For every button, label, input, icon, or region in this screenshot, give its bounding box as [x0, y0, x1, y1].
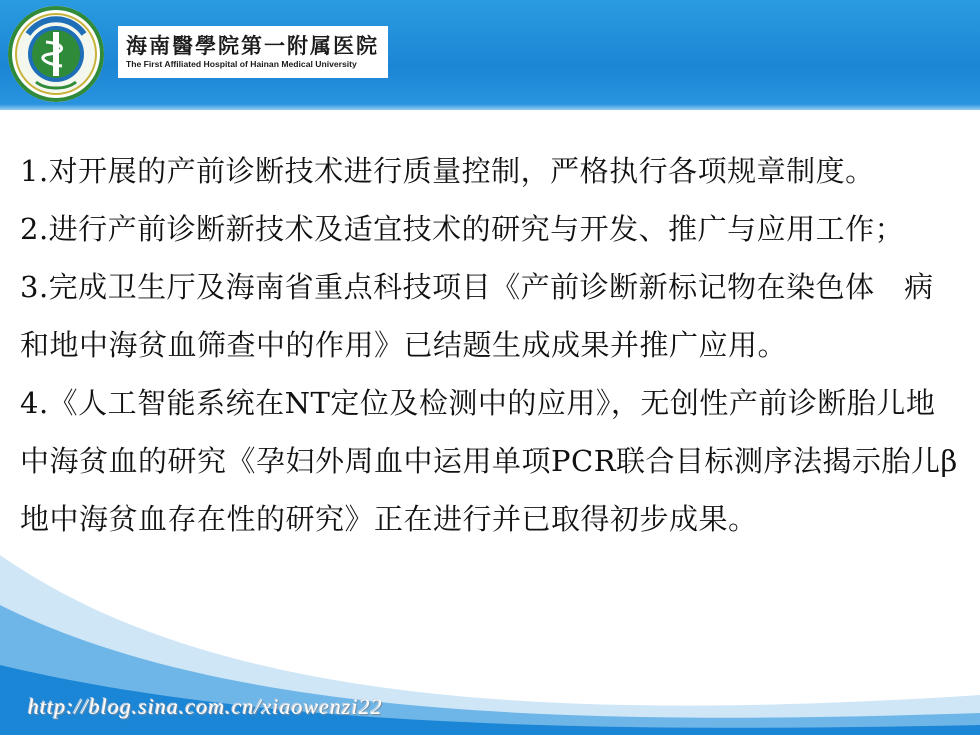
blog-watermark: http://blog.sina.com.cn/xiaowenzi22: [28, 694, 383, 719]
hospital-name-en: The First Affiliated Hospital of Hainan Medical University: [126, 59, 357, 69]
content-area: [20, 142, 960, 548]
paragraph-2: 2.进行产前诊断新技术及适宜技术的研究与开发、推广与应用工作；: [20, 212, 905, 246]
hospital-name-cn: 海南醫學院第一附属医院: [126, 33, 379, 58]
hospital-seal-icon: [6, 4, 106, 104]
paragraph-4: 4.《人工智能系统在NT定位及检测中的应用》，无创性产前诊断胎儿地中海贫血的研究《孕妇外周血中运用单项PCR联合目标测序法揭示胎儿β地中海贫血存在性的研究》正在进行并已取得初步成果。: [20, 386, 958, 536]
paragraph-3: 3.完成卫生厅及海南省重点科技项目《产前诊断新标记物在染色体 病和地中海贫血筛查中的作用》已结题生成成果并推广应用。: [20, 270, 934, 362]
paragraph-1: 1.对开展的产前诊断技术进行质量控制，严格执行各项规章制度。: [20, 154, 875, 188]
hospital-logo: [6, 4, 384, 90]
hospital-name-plate: [118, 26, 388, 78]
